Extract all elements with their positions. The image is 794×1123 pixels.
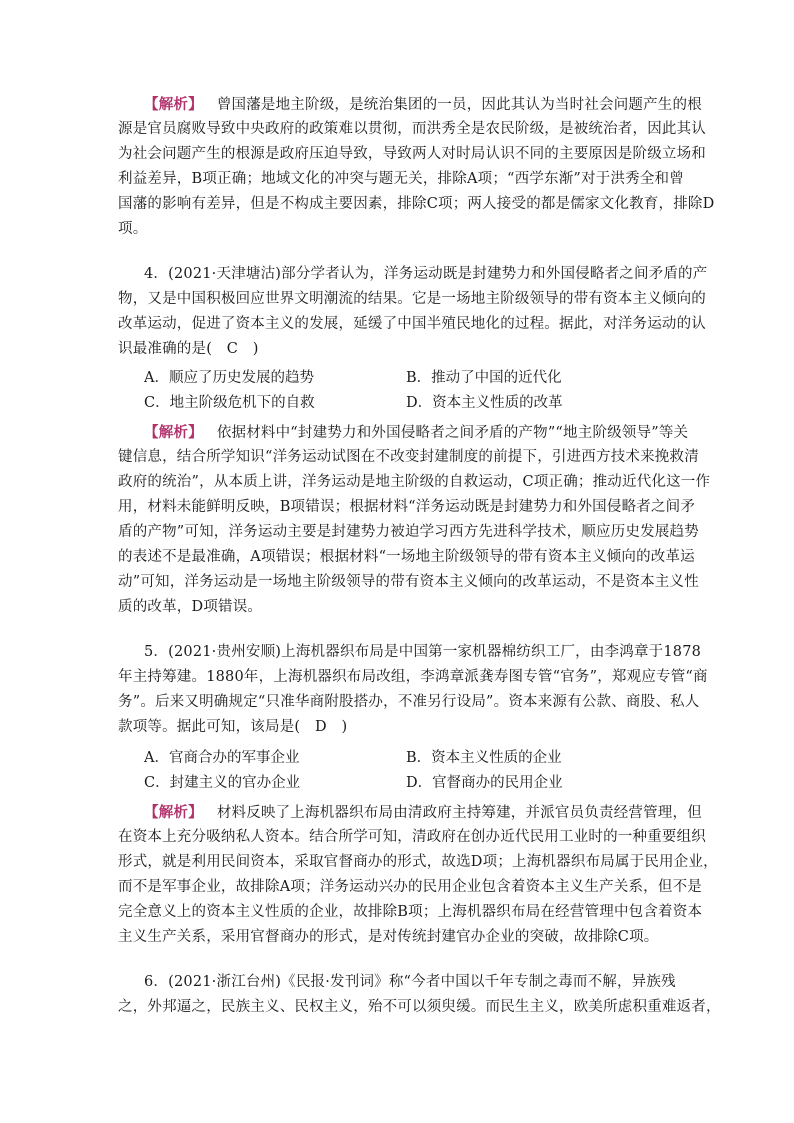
option-row (144, 366, 704, 391)
option-row (144, 771, 704, 796)
analysis-line: 为社会问题产生的根源是政府压迫导致，导致两人对时局认识不同的主要原因是阶级立场和 (118, 146, 706, 162)
option-row (144, 391, 704, 416)
option-b: B．推动了中国的近代化 (406, 370, 562, 386)
analysis-q5 (118, 800, 718, 950)
question-line: 4．(2021·天津塘沽)部分学者认为，洋务运动既是封建势力和外国侵略者之间矛盾的产 (144, 266, 708, 282)
analysis-label: 【解析】 (144, 424, 203, 441)
question-5-options (144, 746, 704, 796)
analysis-line: 政府的统治”，从本质上讲，洋务运动是地主阶级的自救运动，C项正确；推动近代化这一作 (118, 474, 711, 490)
question-line: 识最准确的是( C ) (118, 341, 259, 357)
analysis-line: 用，材料未能鲜明反映，B项错误；根据材料“洋务运动既是封建势力和外国侵略者之间矛 (118, 499, 696, 515)
option-a: A．官商合办的军事企业 (144, 750, 300, 766)
question-line: 之，外邦逼之，民族主义、民权主义，殆不可以须臾缓。而民生主义，欧美所虑积重难返者， (118, 999, 721, 1015)
question-4-stem (118, 262, 708, 362)
question-line: 款项等。据此可知，该局是( D ) (118, 719, 348, 735)
analysis-line: 盾的产物”可知，洋务运动主要是封建势力被迫学习西方先进科学技术，顺应历史发展趋势 (118, 524, 699, 540)
analysis-line: 项。 (118, 221, 148, 237)
analysis-line: 国藩的影响有差异，但是不构成主要因素，排除C项；两人接受的都是儒家文化教育，排除D (118, 196, 715, 212)
analysis-line: 【解析】 材料反映了上海机器织布局由清政府主持筹建，并派官员负责经营管理，但 (144, 804, 702, 821)
question-line: 年主持筹建。1880年，上海机器织布局改组，李鸿章派龚寿图专管“官务”，郑观应专管“商 (118, 669, 708, 685)
option-c: C．封建主义的官办企业 (144, 775, 301, 791)
option-d: D．资本主义性质的改革 (406, 395, 563, 411)
question-line: 物，又是中国积极回应世界文明潮流的结果。它是一场地主阶级领导的带有资本主义倾向的 (118, 291, 706, 307)
analysis-line: 动”可知，洋务运动是一场地主阶级领导的带有资本主义倾向的改革运动，不是资本主义性 (118, 574, 699, 590)
analysis-line: 利益差异，B项正确；地域文化的冲突与题无关，排除A项；“西学东渐”对于洪秀全和曾 (118, 171, 684, 187)
analysis-q4 (118, 420, 711, 620)
analysis-line: 【解析】 依据材料中“封建势力和外国侵略者之间矛盾的产物”“地主阶级领导”等关 (144, 424, 689, 441)
analysis-q3 (118, 92, 715, 242)
analysis-line: 完全意义上的资本主义性质的企业，故排除B项；上海机器织布局在经营管理中包含着资本 (118, 904, 703, 920)
option-row (144, 746, 704, 771)
option-b: B．资本主义性质的企业 (406, 750, 562, 766)
analysis-line: 形式，就是利用民间资本，采取官督商办的形式，故选D项；上海机器织布局属于民用企业， (118, 854, 718, 870)
question-6-stem (118, 970, 721, 1020)
question-line: 务”。后来又明确规定“只准华商附股搭办，不准另行设局”。资本来源有公款、商股、私人 (118, 694, 700, 710)
analysis-line: 质的改革，D项错误。 (118, 599, 263, 615)
analysis-line: 源是官员腐败导致中央政府的政策难以贯彻，而洪秀全是农民阶级，是被统治者，因此其认 (118, 121, 706, 137)
analysis-line: 主义生产关系，采用官督商办的形式，是对传统封建官办企业的突破，故排除C项。 (118, 929, 659, 945)
question-line: 改革运动，促进了资本主义的发展，延缓了中国半殖民地化的过程。据此，对洋务运动的认 (118, 316, 706, 332)
question-5-stem (118, 640, 708, 740)
option-c: C．地主阶级危机下的自救 (144, 395, 315, 411)
question-line: 6．(2021·浙江台州)《民报·发刊词》称“今者中国以千年专制之毒而不解，异族残 (144, 974, 676, 990)
analysis-line: 而不是军事企业，故排除A项；洋务运动兴办的民用企业包含着资本主义生产关系，但不是 (118, 879, 702, 895)
option-a: A．顺应了历史发展的趋势 (144, 370, 314, 386)
analysis-label: 【解析】 (144, 96, 203, 113)
analysis-label: 【解析】 (144, 804, 203, 821)
analysis-line: 在资本上充分吸纳私人资本。结合所学可知，清政府在创办近代民用工业时的一种重要组织 (118, 829, 706, 845)
analysis-line: 键信息，结合所学知识“洋务运动试图在不改变封建制度的前提下，引进西方技术来挽救清 (118, 449, 699, 465)
question-line: 5．(2021·贵州安顺)上海机器织布局是中国第一家机器棉纺织工厂，由李鸿章于1878 (144, 644, 702, 660)
analysis-line: 的表述不是最准确，A项错误；根据材料“一场地主阶级领导的带有资本主义倾向的改革运 (118, 549, 695, 565)
option-d: D．官督商办的民用企业 (406, 775, 563, 791)
question-4-options (144, 366, 704, 416)
analysis-line: 【解析】 曾国藩是地主阶级，是统治集团的一员，因此其认为当时社会问题产生的根 (144, 96, 702, 113)
